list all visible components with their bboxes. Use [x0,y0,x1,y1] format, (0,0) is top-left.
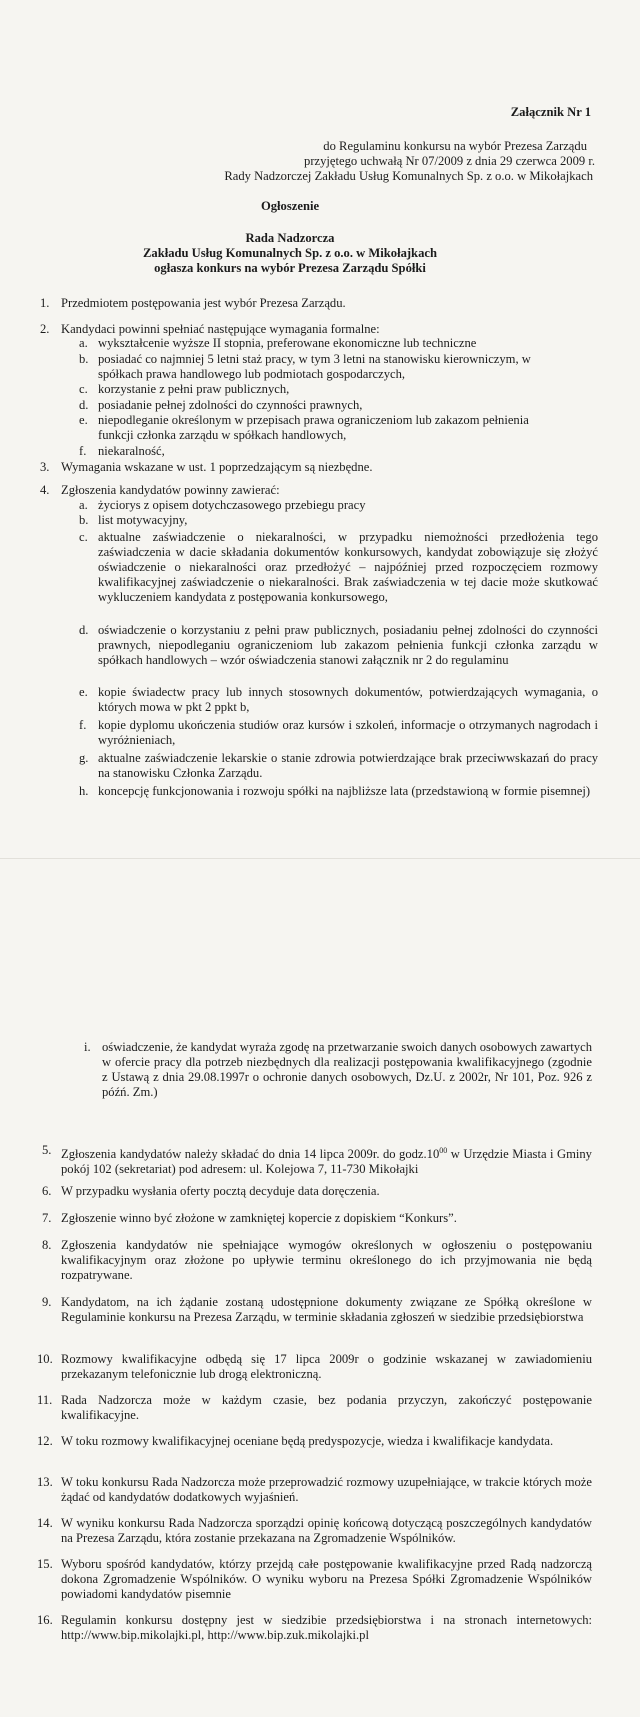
point-4g-letter: g. [79,751,89,765]
point-9-number: 9. [42,1295,52,1309]
point-13-number: 13. [37,1475,53,1489]
point-8-text: Zgłoszenia kandydatów nie spełniające wymogów określonych w ogłoszeniu o postępowaniu kwalifikacyjnym oraz złożone po upływie terminu określonego do ich przyjmowania nie będą rozpatrywane. [61,1238,592,1282]
point-1-text: Przedmiotem postępowania jest wybór Prezesa Zarządu. [61,296,346,310]
point-14-number: 14. [37,1516,53,1530]
point-4f-text: kopie dyplomu ukończenia studiów oraz kursów i szkoleń, informacje o otrzymanych nagrodach i wyróżnieniach, [98,718,598,747]
point-8-number: 8. [42,1238,52,1252]
point-4c-text: aktualne zaświadczenie o niekaralności, w przypadku niemożności przedłożenia tego zaświadczenia w dacie składania dokumentów konkursowych, kandydat zobowiązuje się złożyć oświadczenie o niekaralności oraz przedłożyć – najpóźniej przed rozpoczęciem rozmowy kwalifikacyjnej zaświadczenie o niekaralności. Brak zaświadczenia w tej dacie może skutkować wykluczeniem kandydata z postępowania konkursowego, [98,530,598,604]
point-10-text: Rozmowy kwalifikacyjne odbędą się 17 lipca 2009r o godzinie wskazanej w zawiadomieniu przekazanym telefonicznie lub drogą elektroniczną. [61,1352,592,1381]
point-4a-text: życiorys z opisem dotychczasowego przebiegu pracy [98,498,366,512]
point-11-text: Rada Nadzorcza może w każdym czasie, bez podania przyczyn, zakończyć postępowanie kwalifikacyjne. [61,1393,592,1422]
point-3-number: 3. [40,460,50,474]
document-page-2 [0,858,640,1717]
point-15-number: 15. [37,1557,53,1571]
point-4-number: 4. [40,483,50,497]
point-4e-letter: e. [79,685,88,699]
point-4b-letter: b. [79,513,89,527]
point-5-text-b: w Urzędzie Miasta i Gminy pokój 102 (sekretariat) pod adresem: ul. Kolejowa 7, 11-730 Mikołajki [61,1147,592,1177]
point-4g-text: aktualne zaświadczenie lekarskie o stanie zdrowia potwierdzające brak przeciwwskazań do pracy na stanowisku Członka Zarządu. [98,751,598,780]
point-2c-letter: c. [79,382,88,396]
point-5-text-a: Zgłoszenia kandydatów należy składać do dnia 14 lipca 2009r. do godz.10 [61,1147,440,1162]
point-4f-letter: f. [79,718,87,732]
annex-line-1: do Regulaminu konkursu na wybór Prezesa Zarządu [323,139,587,153]
point-9-text: Kandydatom, na ich żądanie zostaną udostępnione dokumenty związane ze Spółką określone w Regulaminie konkursu na Prezesa Zarządu, w terminie składania zgłoszeń w siedzibie przedsiębiorstwa [61,1295,592,1324]
point-2e-line-2: funkcji członka zarządu w spółkach handlowych, [98,428,347,442]
point-5-time-minutes: 00 [439,1146,448,1155]
point-7-number: 7. [42,1211,52,1225]
point-4a-letter: a. [79,498,88,512]
point-14-text: W wyniku konkursu Rada Nadzorcza sporządzi opinię końcową dotyczącą poszczególnych kandydatów na Prezesa Zarządu, która zostanie przekazana na Zgromadzenie Wspólników. [61,1516,592,1545]
point-2d-letter: d. [79,398,89,412]
point-5-number: 5. [42,1143,52,1157]
point-4c-letter: c. [79,530,88,544]
point-4h-letter: h. [79,784,89,798]
point-2c-text: korzystanie z pełni praw publicznych, [98,382,290,396]
point-16-text: Regulamin konkursu dostępny jest w siedzibie przedsiębiorstwa i na stronach internetowych: http://www.bip.mikolajki.pl, http://www.bip.zuk.mikolajki.pl [61,1613,592,1642]
point-13-text: W toku konkursu Rada Nadzorcza może przeprowadzić rozmowy uzupełniające, w trakcie których może żądać od kandydatów dodatkowych wyjaśnień. [61,1475,592,1504]
board-line-2: Zakładu Usług Komunalnych Sp. z o.o. w Mikołajkach [143,246,437,260]
notice-heading: Ogłoszenie [260,199,320,213]
point-2f-text: niekaralność, [98,444,165,458]
point-2b-line-2: spółkach prawa handlowego lub podmiotach gospodarczych, [98,367,406,381]
point-12-number: 12. [37,1434,53,1448]
point-2b-line-1: posiadać co najmniej 5 letni staż pracy, w tym 3 letni na stanowisku kierowniczym, w [98,352,531,366]
point-2e-line-1: niepodleganie określonym w przepisach prawa ograniczeniom lub zakazom pełnienia [98,413,529,427]
point-2b-letter: b. [79,352,89,366]
point-16-number: 16. [37,1613,53,1627]
point-4b-text: list motywacyjny, [98,513,188,527]
annex-line-2: przyjętego uchwałą Nr 07/2009 z dnia 29 czerwca 2009 r. [304,154,595,168]
point-2a-letter: a. [79,336,88,350]
point-3-text: Wymagania wskazane w ust. 1 poprzedzającym są niezbędne. [61,460,373,474]
point-11-number: 11. [37,1393,53,1407]
annex-line-3: Rady Nadzorczej Zakładu Usług Komunalnych Sp. z o.o. w Mikołajkach [224,169,593,183]
point-2d-text: posiadanie pełnej zdolności do czynności prawnych, [98,398,363,412]
point-15-text: Wyboru spośród kandydatów, którzy przejdą całe postępowanie kwalifikacyjne przed Radą nadzorczą dokona Zgromadzenie Wspólników. O wyniku wyboru na Prezesa Spółki Zgromadzenie Wspólników powiadomi kandydatów pisemnie [61,1557,592,1601]
point-12-text: W toku rozmowy kwalifikacyjnej oceniane będą predyspozycje, wiedza i kwalifikacje kandydata. [61,1434,554,1448]
point-7-text: Zgłoszenie winno być złożone w zamkniętej kopercie z dopiskiem “Konkurs”. [61,1211,457,1225]
point-1-number: 1. [40,296,50,310]
point-4d-text: oświadczenie o korzystaniu z pełni praw publicznych, posiadaniu pełnej zdolności do czynności prawnych, niepodleganiu ograniczeniom lub zakazom pełnienia funkcji członka zarządu w spółkach handlowych – wzór oświadczenia stanowi załącznik nr 2 do regulaminu [98,623,598,667]
point-4d-letter: d. [79,623,89,637]
point-4i-letter: i. [84,1040,91,1054]
point-2-text: Kandydaci powinni spełniać następujące wymagania formalne: [61,322,380,336]
point-2e-letter: e. [79,413,88,427]
point-4i-text: oświadczenie, że kandydat wyraża zgodę na przetwarzanie swoich danych osobowych zawartych w ofercie pracy dla potrzeb niezbędnych dla realizacji postępowania kwalifikacyjnego (zgodnie z Ustawą z dnia 29.08.1997r o ochronie danych osobowych, Dz.U. z 2002r, Nr 101, Poz. 926 z późń. Zm.) [102,1040,592,1099]
point-4-text: Zgłoszenia kandydatów powinny zawierać: [61,483,280,497]
point-4e-text: kopie świadectw pracy lub innych stosownych dokumentów, potwierdzających wymagania, o których mowa w pkt 2 ppkt b, [98,685,598,714]
board-line-1: Rada Nadzorcza [245,231,335,245]
point-2a-text: wykształcenie wyższe II stopnia, preferowane ekonomiczne lub techniczne [98,336,477,350]
document-page-1 [0,0,640,858]
point-2-number: 2. [40,322,50,336]
point-4h-text: koncepcję funkcjonowania i rozwoju spółki na najbliższe lata (przedstawioną w formie pisemnej) [98,784,591,798]
annex-title: Załącznik Nr 1 [510,105,591,119]
board-line-3: ogłasza konkurs na wybór Prezesa Zarządu Spółki [154,261,426,275]
point-2f-letter: f. [79,444,87,458]
point-6-text: W przypadku wysłania oferty pocztą decyduje data doręczenia. [61,1184,380,1198]
point-5-text [61,1143,592,1177]
point-10-number: 10. [37,1352,53,1366]
point-6-number: 6. [42,1184,52,1198]
